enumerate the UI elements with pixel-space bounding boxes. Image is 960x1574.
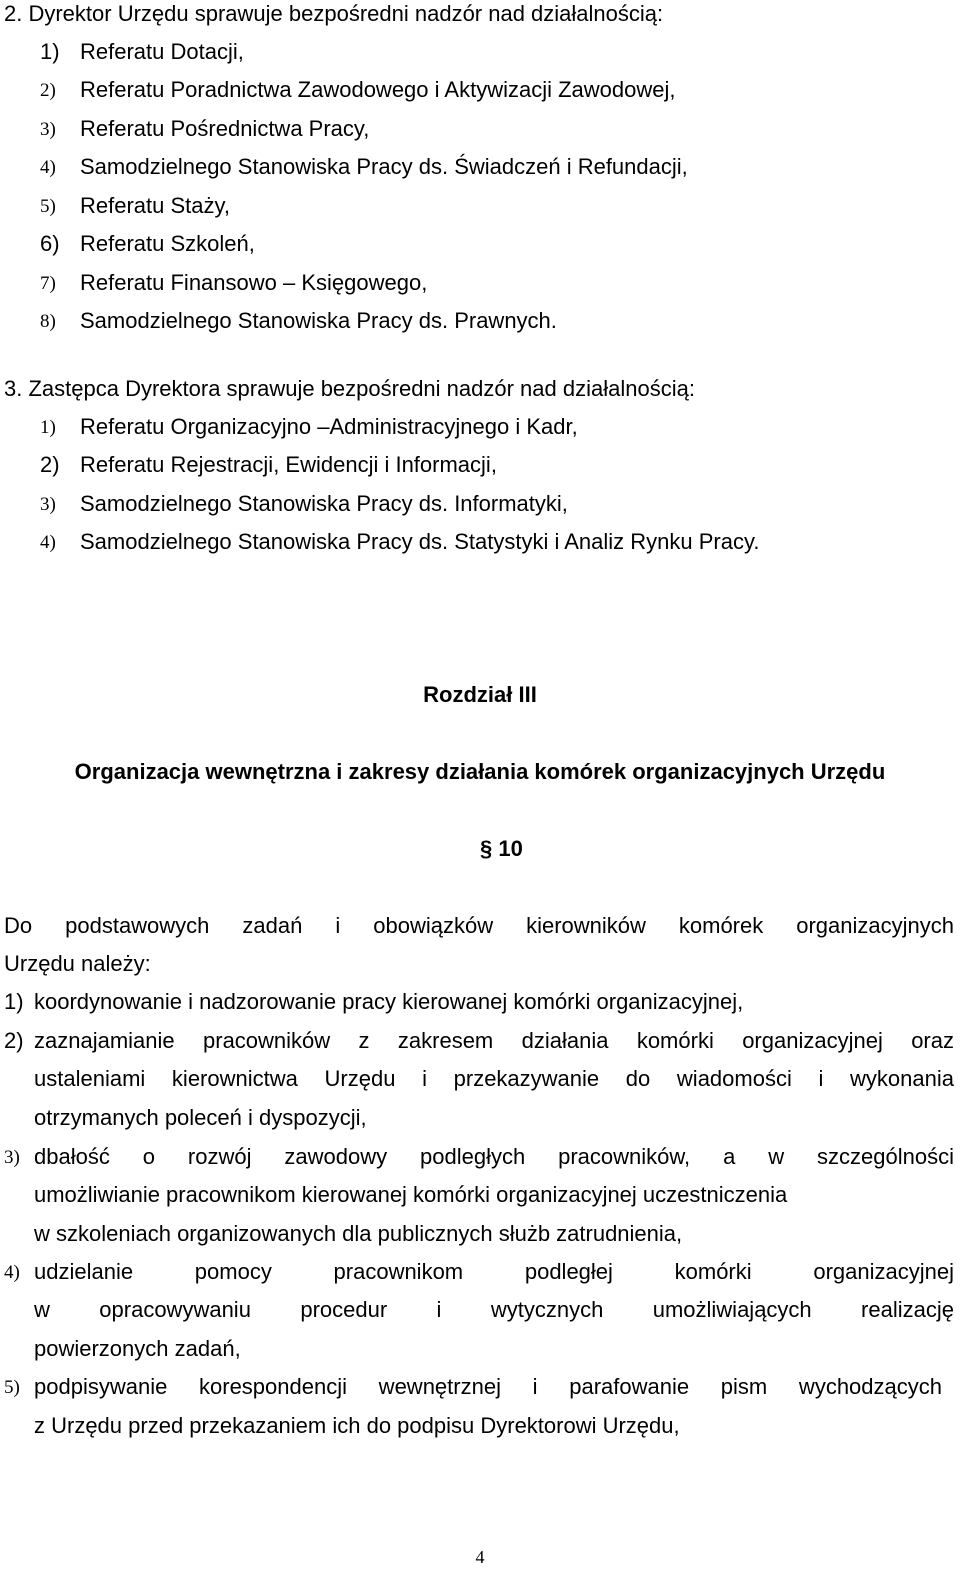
list-item-line: w szkoleniach organizowanych dla publicznych służb zatrudnienia, [34, 1221, 683, 1246]
list-item-line: udzielanie pomocy pracownikom podległej komórki organizacyjnej [34, 1259, 954, 1284]
list-item-number: 4) [40, 532, 56, 553]
list-item-number: 3) [4, 1147, 20, 1168]
list-item: Samodzielnego Stanowiska Pracy ds. Prawnych. [80, 308, 557, 333]
list-item-line: dbałość o rozwój zawodowy podległych pracowników, a w szczególności [34, 1144, 954, 1169]
page-number: 4 [475, 1547, 485, 1567]
duties-intro-line: Urzędu należy: [4, 951, 151, 976]
list-item-number: 2) [40, 452, 60, 477]
list-item-line: koordynowanie i nadzorowanie pracy kierowanej komórki organizacyjnej, [34, 989, 744, 1014]
list-item: Referatu Dotacji, [80, 39, 244, 64]
list-item-number: 7) [40, 273, 56, 294]
list-item-line: powierzonych zadań, [34, 1336, 241, 1361]
list-item: Referatu Organizacyjno –Administracyjnego i Kadr, [80, 414, 578, 439]
list-item-number: 4) [4, 1262, 20, 1283]
list-item-line: z Urzędu przed przekazaniem ich do podpisu Dyrektorowi Urzędu, [34, 1413, 680, 1438]
list-item-number: 1) [40, 39, 60, 64]
list-item: Referatu Staży, [80, 193, 230, 218]
list-item-line: podpisywanie korespondencji wewnętrznej i parafowanie pism wychodzących [34, 1374, 942, 1399]
paragraph-number: 10 [498, 836, 523, 861]
list-item-number: 2) [40, 80, 56, 101]
section-2-heading: 2. Dyrektor Urzędu sprawuje bezpośredni nadzór nad działalnością: [4, 1, 664, 26]
list-item: Referatu Finansowo – Księgowego, [80, 270, 428, 295]
list-item-line: otrzymanych poleceń i dyspozycji, [34, 1105, 367, 1130]
list-item-line: zaznajamianie pracowników z zakresem działania komórki organizacyjnej oraz [34, 1028, 954, 1053]
list-item: Samodzielnego Stanowiska Pracy ds. Informatyki, [80, 491, 568, 516]
list-item: Referatu Rejestracji, Ewidencji i Informacji, [80, 452, 497, 477]
list-item: Referatu Szkoleń, [80, 231, 255, 256]
list-item-number: 5) [40, 196, 56, 217]
list-item: Referatu Poradnictwa Zawodowego i Aktywizacji Zawodowej, [80, 77, 676, 102]
duties-intro-line: Do podstawowych zadań i obowiązków kierowników komórek organizacyjnych [4, 913, 954, 938]
list-item-number: 6) [40, 231, 60, 256]
list-item-number: 5) [4, 1377, 20, 1398]
chapter-subtitle: Organizacja wewnętrzna i zakresy działania komórek organizacyjnych Urzędu [74, 759, 886, 784]
list-item-number: 2) [4, 1028, 24, 1053]
list-item-number: 1) [40, 417, 56, 438]
list-item-number: 3) [40, 494, 56, 515]
list-item-line: umożliwianie pracownikom kierowanej komórki organizacyjnej uczestniczenia [34, 1182, 788, 1207]
list-item-line: ustaleniami kierownictwa Urzędu i przekazywanie do wiadomości i wykonania [34, 1066, 954, 1091]
list-item: Referatu Pośrednictwa Pracy, [80, 116, 370, 141]
paragraph-heading [480, 836, 523, 862]
chapter-title: Rozdział III [423, 682, 537, 707]
list-item-number: 3) [40, 119, 56, 140]
section-sign: § [480, 836, 493, 861]
list-item-line: w opracowywaniu procedur i wytycznych umożliwiających realizację [34, 1297, 954, 1322]
list-item: Samodzielnego Stanowiska Pracy ds. Statystyki i Analiz Rynku Pracy. [80, 529, 760, 554]
list-item: Samodzielnego Stanowiska Pracy ds. Świadczeń i Refundacji, [80, 154, 688, 179]
list-item-number: 8) [40, 311, 56, 332]
section-3-heading: 3. Zastępca Dyrektora sprawuje bezpośredni nadzór nad działalnością: [4, 376, 695, 401]
list-item-number: 4) [40, 157, 56, 178]
list-item-number: 1) [4, 989, 24, 1014]
